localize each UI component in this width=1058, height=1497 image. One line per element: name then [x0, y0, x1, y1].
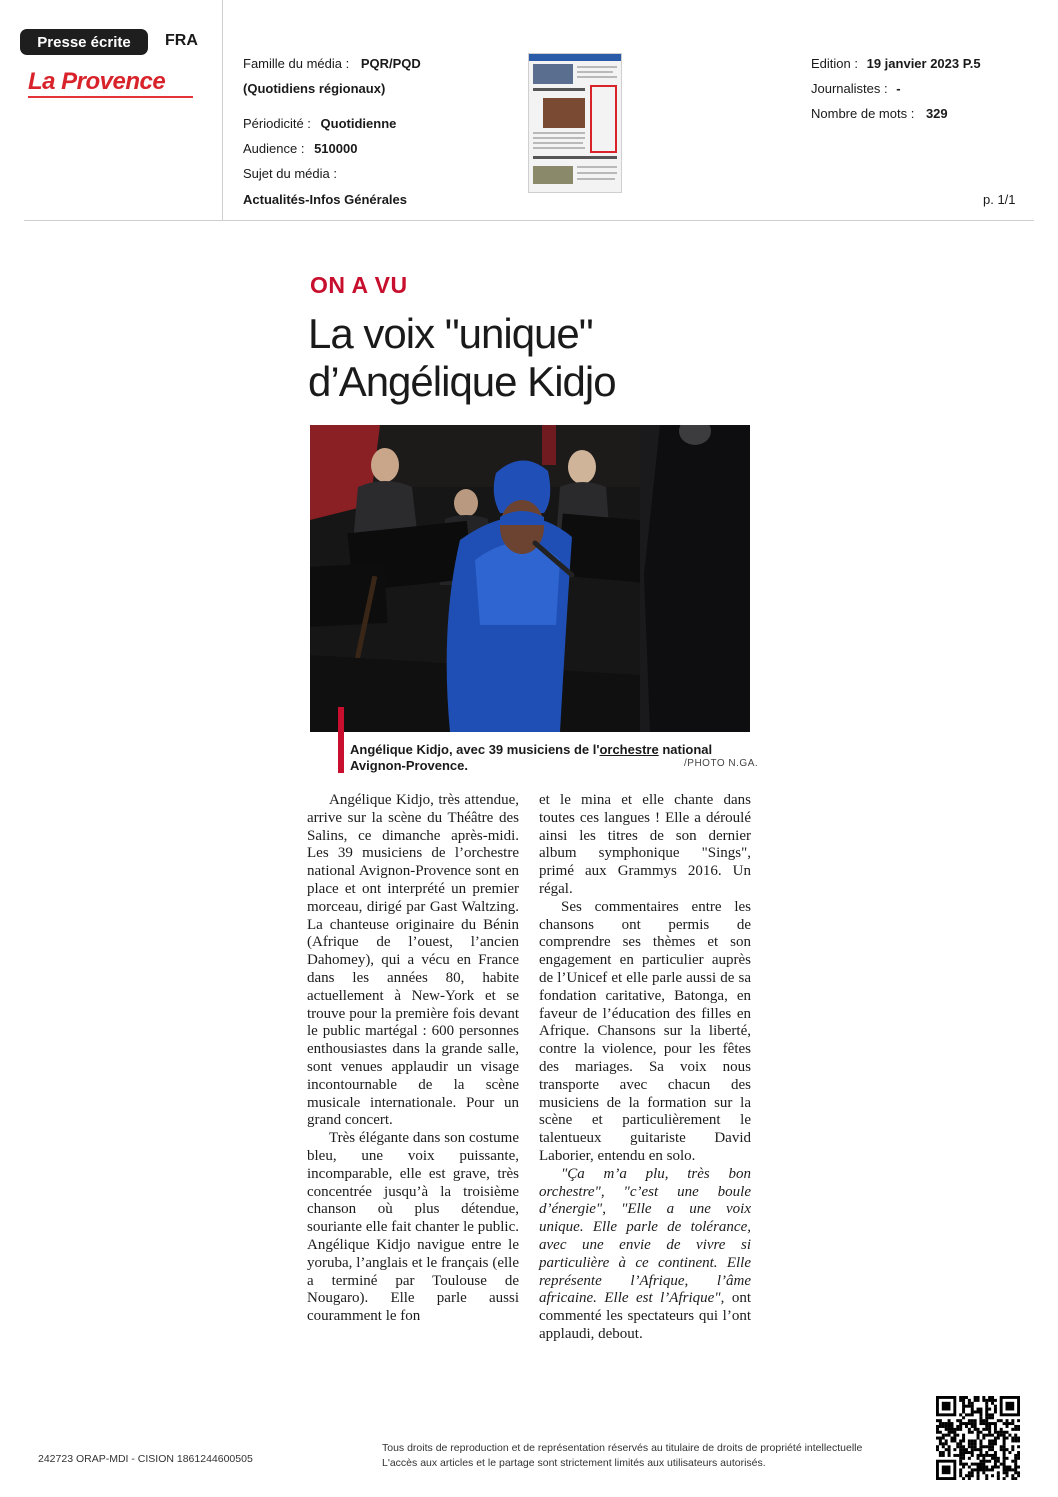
- mots-row: [811, 106, 948, 121]
- caption-text-start: Angélique Kidjo, avec 39 musiciens de l': [350, 742, 600, 757]
- audience-row: [243, 141, 357, 156]
- photo-credit: /PHOTO N.GA.: [684, 758, 759, 769]
- page-number: p. 1/1: [983, 192, 1016, 207]
- article-column-1: [307, 792, 519, 1326]
- quote-1: "Ça m’a plu, très bon orchestre": [539, 1165, 751, 1200]
- rights-line-1: Tous droits de reproduction et de représentation réservés au titulaire de droits de propriété intellectuelle: [382, 1442, 863, 1454]
- quote-2: "c’est une boule d’énergie": [539, 1183, 751, 1218]
- article-kicker: ON A VU: [310, 272, 408, 298]
- sujet-value-row: [243, 192, 407, 207]
- quotes-ending: , ont commenté les spectateurs qui l’ont applaudi, debout.: [539, 1290, 751, 1342]
- famille-label: Famille du média :: [243, 56, 350, 71]
- logo-underline: [28, 96, 193, 98]
- header-vertical-divider: [222, 0, 223, 220]
- sujet-value: Actualités-Infos Générales: [243, 192, 407, 207]
- famille-row: [243, 56, 421, 71]
- sujet-label: Sujet du média :: [243, 166, 337, 181]
- caption-accent-bar: [338, 707, 344, 773]
- media-type-badge: Presse écrite: [20, 29, 148, 55]
- famille-detail-row: [243, 81, 385, 96]
- header-bottom-divider: [24, 220, 1034, 221]
- journalistes-row: [811, 81, 901, 96]
- mots-label: Nombre de mots :: [811, 106, 915, 121]
- periodicite-row: [243, 116, 396, 131]
- audience-label: Audience :: [243, 141, 305, 156]
- paragraph-continued: et le mina et elle chante dans toutes ces langues ! Elle a déroulé ainsi les titres de son dernier album symphonique "Sings", primé aux Grammys 2016. Un régal.: [539, 792, 751, 897]
- quote-separator: ,: [600, 1183, 624, 1200]
- paragraph: Très élégante dans son costume bleu, une voix puissante, incomparable, elle est grave, très concentrée jusqu’à la troisième chanson où plus détendue, souriante elle fait chanter le public. Angélique Kidjo navigue entre le yoruba, l’anglais et le français (elle a terminé par Toulouse de Nougaro). Elle parle aussi couramment le fon: [307, 1130, 519, 1325]
- article-headline: [308, 310, 616, 406]
- concert-photo: [310, 425, 750, 732]
- journalistes-label: Journalistes :: [811, 81, 888, 96]
- quote-separator: ,: [602, 1201, 622, 1218]
- caption-orchestre-link[interactable]: orchestre: [599, 742, 659, 757]
- article-column-2: [539, 792, 751, 1344]
- qr-code-icon[interactable]: [936, 1396, 1020, 1480]
- edition-value: 19 janvier 2023 P.5: [866, 56, 981, 71]
- mots-value: 329: [925, 106, 948, 121]
- edition-row: [811, 56, 981, 71]
- famille-detail: (Quotidiens régionaux): [243, 81, 386, 96]
- document-id: 242723 ORAP-MDI - CISION 1861244600505: [38, 1453, 253, 1465]
- quotes-paragraph: [539, 1166, 751, 1344]
- periodicite-value: Quotidienne: [320, 116, 397, 131]
- page-thumbnail[interactable]: [528, 53, 622, 193]
- journalistes-value: -: [896, 81, 901, 96]
- la-provence-logo: La Provence: [28, 68, 166, 95]
- headline-line-1: La voix "unique": [308, 310, 593, 357]
- quote-3: "Elle a une voix unique. Elle parle de tolérance, avec une envie de vivre si particulière à ce continent. Elle représente l’Afrique, l’âme africaine. Elle est l’Afrique": [539, 1201, 751, 1307]
- paragraph: Angélique Kidjo, très attendue, arrive sur la scène du Théâtre des Salins, ce dimanche après-midi. Les 39 musiciens de l’orchestre national Avignon-Provence sont en place et ont interprété un premier morceau, dirigé par Gast Waltzing. La chanteuse originaire du Bénin (Afrique de l’ouest, l’ancien Dahomey), qui a vécu en France dans les années 80, habite actuellement à New-York et se trouve pour la première fois devant le public martégal : 600 personnes enthousiastes dans la grande salle, sont venues applaudir un visage incontournable de la scène musicale internationale. Pour un grand concert.: [307, 792, 519, 1129]
- periodicite-label: Périodicité :: [243, 116, 311, 131]
- sujet-row: [243, 166, 337, 181]
- country-code: FRA: [165, 32, 198, 49]
- caption-text-end: national Avignon-Provence.: [350, 742, 713, 773]
- rights-notice: [382, 1441, 862, 1471]
- edition-label: Edition :: [811, 56, 858, 71]
- headline-line-2: d’Angélique Kidjo: [308, 358, 616, 405]
- article-highlight-box: [590, 85, 617, 153]
- famille-value: PQR/PQD: [360, 56, 421, 71]
- paragraph: Ses commentaires entre les chansons ont permis de comprendre ses thèmes et son engagement en particulier auprès de l’Unicef et elle parle aussi de sa fondation caritative, Batonga, en faveur de l’éducation des filles en Afrique. Chansons sur la liberté, contre la violence, pour les fêtes des mariages. Sa voix nous transporte avec chacun des musiciens de la formation sur la scène et particulièrement le talentueux guitariste David Laborier, entendu en solo.: [539, 898, 751, 1164]
- rights-line-2: L'accès aux articles et le partage sont strictement limités aux utilisateurs autorisés.: [382, 1457, 766, 1469]
- audience-value: 510000: [314, 141, 358, 156]
